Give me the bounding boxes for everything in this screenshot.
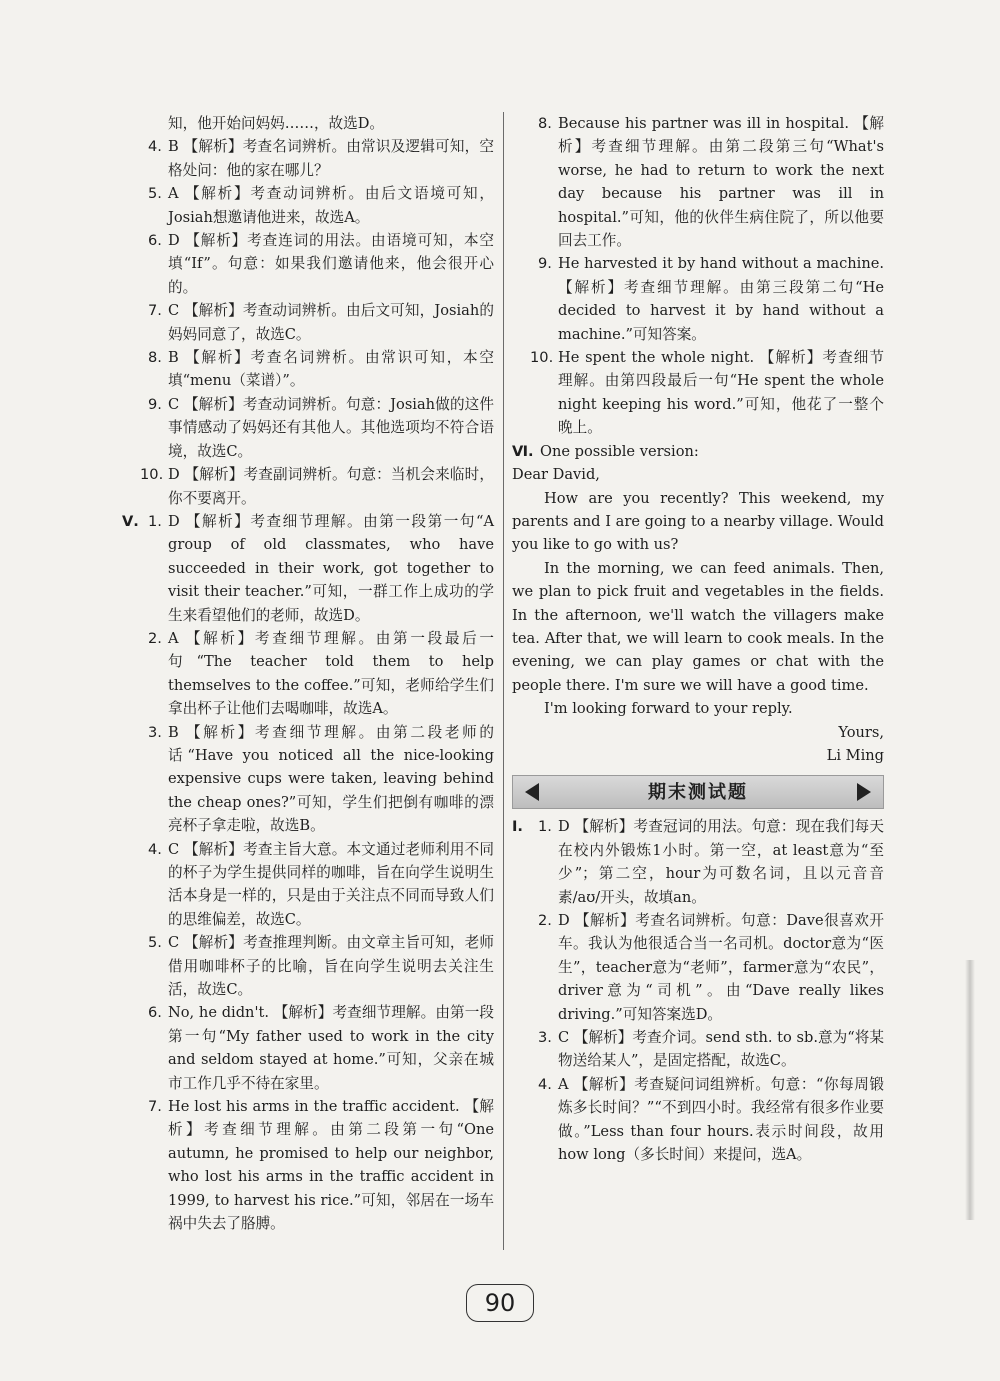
item-number: 5. bbox=[148, 934, 162, 952]
item-text: B 【解析】考查名词辨析。由常识及逻辑可知，空格处问：他的家在哪儿？ bbox=[168, 138, 494, 179]
answer-item bbox=[122, 393, 494, 463]
letter-paragraph: How are you recently? This weekend, my parents and I are going to a nearby village. Would you like to go with us? bbox=[512, 489, 884, 554]
item-text: C 【解析】考查主旨大意。本文通过老师利用不同的杯子为学生提供同样的咖啡，旨在向学生说明生活本身是一样的，只是由于关注点不同而导致人们的思维偏差，故选C。 bbox=[168, 840, 494, 928]
item-text: D 【解析】考查副词辨析。句意：当机会来临时，你不要离开。 bbox=[168, 466, 494, 507]
item-number: 3. bbox=[148, 723, 162, 741]
answer-item bbox=[512, 815, 884, 909]
item-number: 4. bbox=[538, 1075, 552, 1093]
roman-numeral: Ⅴ. bbox=[122, 512, 139, 530]
item-text: D 【解析】考查细节理解。由第一段第一句“A group of old classmates, who have succeeded in their work, got together to visit their teacher.”可知，一群工作上成功的学生来看望他们的老师，故选D。 bbox=[168, 512, 494, 624]
item-text: He harvested it by hand without a machine. 【解析】考查细节理解。由第三段第二句“He decided to harvest it by hand without a machine.”可知答案。 bbox=[558, 255, 884, 343]
answer-item bbox=[122, 299, 494, 346]
answer-item bbox=[512, 252, 884, 346]
item-number: 9. bbox=[148, 395, 162, 413]
answer-item bbox=[122, 229, 494, 299]
item-number: 4. bbox=[148, 138, 162, 156]
item-number: 1. bbox=[538, 818, 552, 836]
left-column bbox=[122, 112, 494, 1236]
triangle-left-icon bbox=[525, 783, 539, 801]
item-number: 6. bbox=[148, 232, 162, 250]
answer-item bbox=[512, 909, 884, 1026]
item-text: A 【解析】考查动词辨析。由后文语境可知，Josiah想邀请他进来，故选A。 bbox=[168, 185, 494, 226]
answer-item bbox=[122, 510, 494, 627]
item-text: C 【解析】考查动词辨析。句意：Josiah做的这件事情感动了妈妈还有其他人。其他选项均不符合语境，故选C。 bbox=[168, 395, 494, 460]
page-number: 90 bbox=[466, 1284, 534, 1322]
item-number: 10. bbox=[140, 466, 164, 484]
item-text: A 【解析】考查细节理解。由第一段最后一句“The teacher told them to help themselves to the coffee.”可知，老师给学生们拿出杯子让他们去喝咖啡，故选A。 bbox=[168, 629, 494, 718]
item-text: He spent the whole night. 【解析】考查细节理解。由第四段最后一句“He spent the whole night keeping his word.”可知，他花了一整个晚上。 bbox=[558, 349, 884, 437]
item-number: 7. bbox=[148, 302, 162, 320]
item-number: 4. bbox=[148, 840, 162, 858]
item-number: 3. bbox=[538, 1029, 552, 1047]
section-v bbox=[122, 510, 494, 627]
item-text: Because his partner was ill in hospital. 【解析】考查细节理解。由第二段第三句“What's worse, he had to return to work the next day because his partner was ill in hospital.”可知，他的伙伴生病住院了，所以他要回去工作。 bbox=[558, 115, 884, 250]
roman-numeral: Ⅵ. bbox=[512, 442, 534, 460]
section-title: 期末测试题 bbox=[648, 781, 748, 803]
item-text: D 【解析】考查连词的用法。由语境可知，本空填“If”。句意：如果我们邀请他来，他会很开心的。 bbox=[168, 232, 494, 296]
version-label: One possible version: bbox=[540, 442, 699, 460]
letter-greeting: Dear David, bbox=[512, 466, 600, 484]
item-text: C 【解析】考查动词辨析。由后文可知，Josiah的妈妈同意了，故选C。 bbox=[168, 302, 494, 343]
triangle-right-icon bbox=[857, 783, 871, 801]
answer-item bbox=[122, 931, 494, 1001]
item-text: B 【解析】考查细节理解。由第二段老师的话“Have you noticed all the nice-looking expensive cups were taken, leaving behind the cheap ones?”可知，学生们把倒有咖啡的漂亮杯子拿走啦，故选B。 bbox=[168, 723, 494, 835]
item-text: No, he didn't. 【解析】考查细节理解。由第一段第一句“My father used to work in the city and seldom stayed at home.”可知，父亲在城市工作几乎不待在家里。 bbox=[168, 1004, 494, 1092]
section-header-bar bbox=[512, 775, 884, 809]
right-column bbox=[512, 112, 884, 1166]
item-text: C 【解析】考查介词。send sth. to sb.意为“将某物送给某人”，是固定搭配，故选C。 bbox=[558, 1029, 884, 1070]
item-number: 9. bbox=[538, 255, 552, 273]
roman-numeral: Ⅰ. bbox=[512, 818, 523, 836]
item-number: 2. bbox=[148, 629, 162, 647]
answer-item bbox=[122, 182, 494, 229]
section-i bbox=[512, 815, 884, 909]
binding-shadow bbox=[965, 960, 975, 1220]
item-text: A 【解析】考查疑问词组辨析。句意：“你每周锻炼多长时间？”“不到四小时。我经常有很多作业要做。”Less than four hours.表示时间段，故用how long（多长时间）来提问，选A。 bbox=[558, 1075, 884, 1164]
item-text: C 【解析】考查推理判断。由文章主旨可知，老师借用咖啡杯子的比喻，旨在向学生说明去关注生活，故选C。 bbox=[168, 934, 494, 999]
item-text: D 【解析】考查名词辨析。句意：Dave很喜欢开车。我认为他很适合当一名司机。doctor意为“医生”，teacher意为“老师”，farmer意为“农民”，driver意为“司机”。由“Dave really likes driving.”可知答案选D。 bbox=[558, 912, 884, 1023]
answer-item bbox=[512, 1026, 884, 1073]
answer-item bbox=[122, 1095, 494, 1235]
answer-item bbox=[122, 346, 494, 393]
answer-item bbox=[122, 463, 494, 510]
answer-item bbox=[122, 721, 494, 838]
continuation-text: 知，他开始问妈妈……，故选D。 bbox=[168, 115, 385, 132]
item-number: 2. bbox=[538, 912, 552, 929]
column-divider bbox=[503, 112, 504, 1250]
item-number: 8. bbox=[538, 115, 552, 132]
item-number: 5. bbox=[148, 185, 162, 203]
letter-closing: Yours, bbox=[838, 723, 884, 741]
sample-letter bbox=[512, 463, 884, 767]
answer-item bbox=[512, 112, 884, 252]
answer-item bbox=[512, 1073, 884, 1167]
answer-item bbox=[122, 838, 494, 932]
answer-item bbox=[122, 627, 494, 721]
item-number: 8. bbox=[148, 349, 162, 367]
letter-paragraph: In the morning, we can feed animals. Then, we plan to pick fruit and vegetables in the fields. In the afternoon, we'll watch the villagers make tea. After that, we will learn to cook meals. In the evening, we can play games or chat with the people there. I'm sure we will have a good time. bbox=[512, 559, 884, 694]
item-number: 1. bbox=[148, 512, 162, 530]
letter-paragraph: I'm looking forward to your reply. bbox=[544, 700, 793, 718]
item-number: 7. bbox=[148, 1098, 162, 1116]
answer-item bbox=[122, 135, 494, 182]
item-text: D 【解析】考查冠词的用法。句意：现在我们每天在校内外锻炼1小时。第一空，at least意为“至少”；第二空，hour为可数名词，且以元音音素/aʊ/开头，故填an。 bbox=[558, 818, 884, 906]
item-number: 6. bbox=[148, 1004, 162, 1022]
item-number: 10. bbox=[530, 349, 554, 367]
letter-signature: Li Ming bbox=[826, 746, 884, 764]
answer-item bbox=[122, 1001, 494, 1095]
item-text: B 【解析】考查名词辨析。由常识可知，本空填“menu（菜谱）”。 bbox=[168, 349, 494, 390]
answer-item bbox=[512, 346, 884, 440]
item-text: He lost his arms in the traffic accident. 【解析】考查细节理解。由第二段第一句“One autumn, he promised to help our neighbor, who lost his arms in the traffic accident in 1999, to harvest his rice.”可知，邻居在一场车祸中失去了胳膊。 bbox=[168, 1098, 494, 1233]
section-vi bbox=[512, 440, 884, 463]
